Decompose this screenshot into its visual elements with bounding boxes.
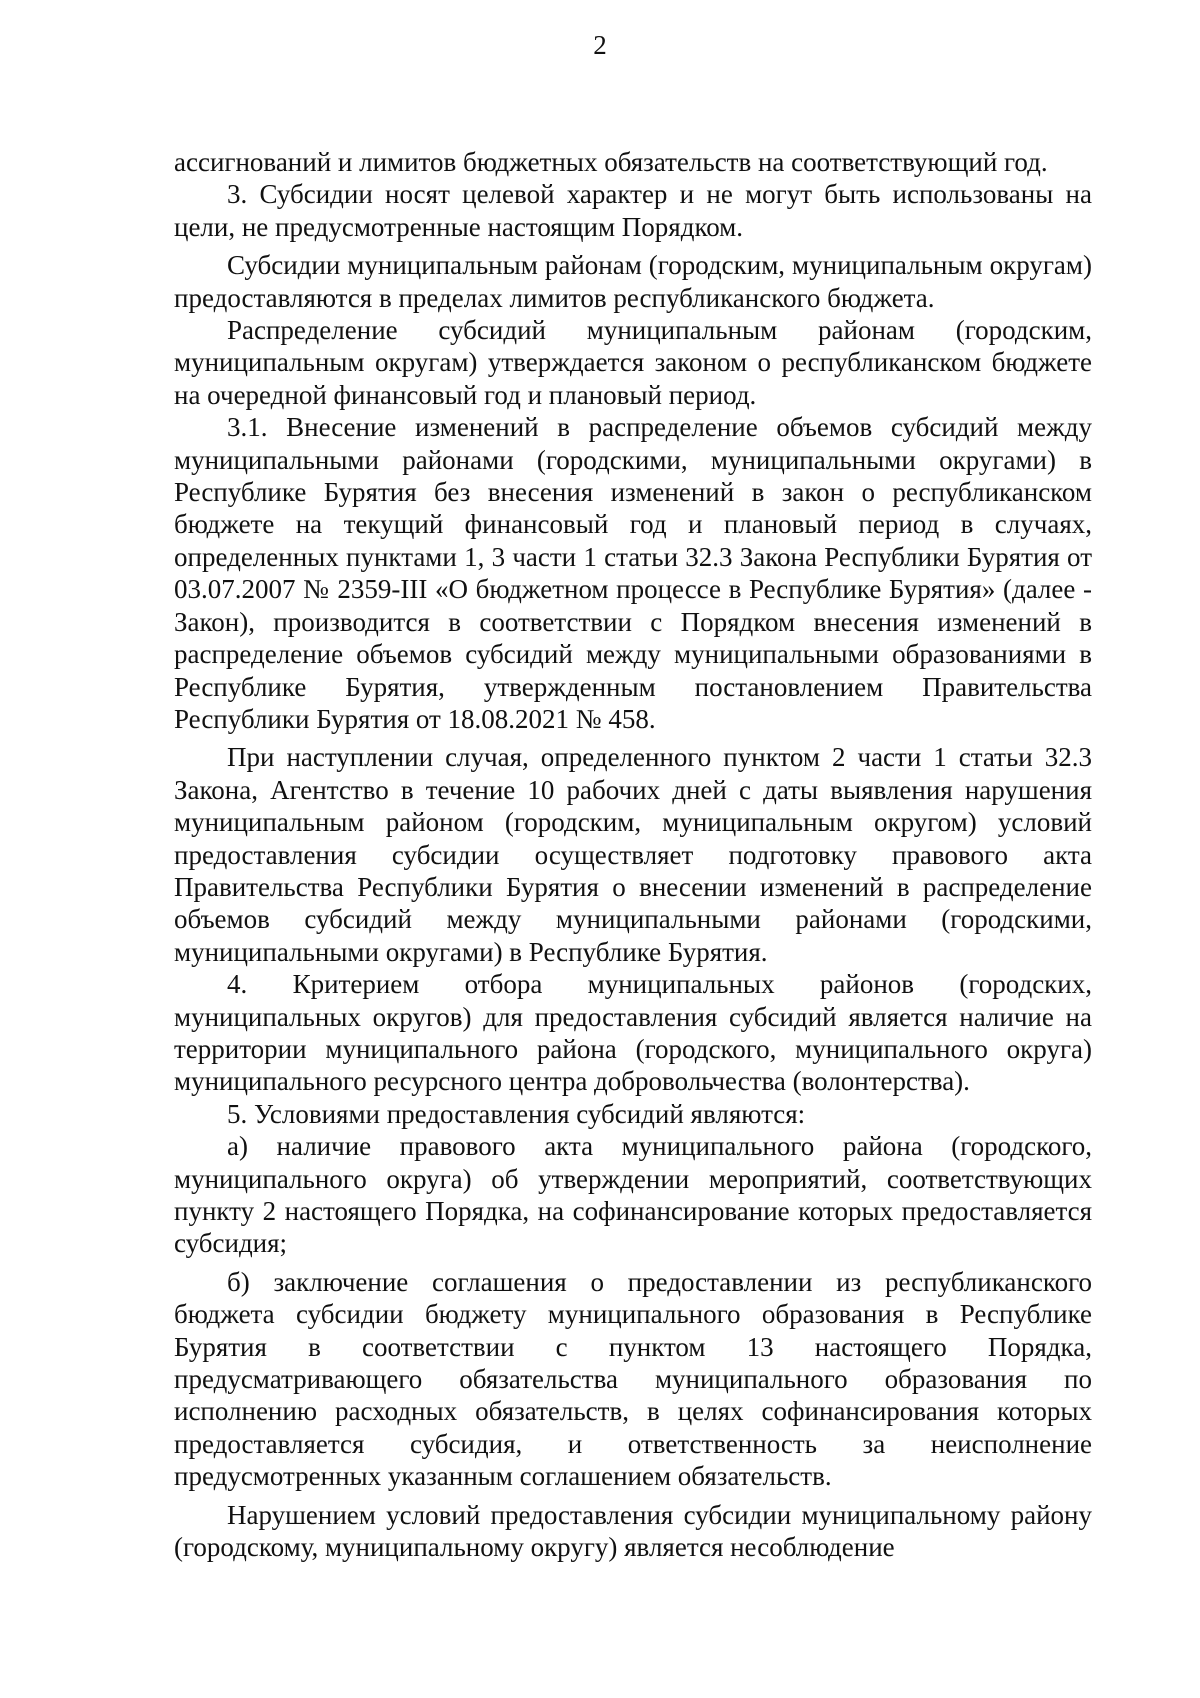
paragraph-subsidy-distribution: Распределение субсидий муниципальным районам (городским, муниципальным округам) утверждается законом о республиканском бюджете на очередной финансовый год и плановый период. [174,315,1092,410]
paragraph-subsidy-limits: Субсидии муниципальным районам (городским, муниципальным округам) предоставляются в пределах лимитов республиканского бюджета. [174,250,1092,313]
paragraph-item-3: 3. Субсидии носят целевой характер и не могут быть использованы на цели, не предусмотренные настоящим Порядком. [174,179,1092,242]
paragraph-continuation: ассигнований и лимитов бюджетных обязательств на соответствующий год. [174,147,1048,177]
paragraph-violation-case: При наступлении случая, определенного пунктом 2 части 1 статьи 32.3 Закона, Агентство в течение 10 рабочих дней с даты выявления нарушения муниципальным районом (городским, муниципальным округом) условий предоставления субсидии осуществляет подготовку правового акта Правительства Республики Бурятия о внесении изменений в распределение объемов субсидий между муниципальными районами (городскими, муниципальными округами) в Республике Бурятия. [174,742,1092,967]
paragraph-item-3-1: 3.1. Внесение изменений в распределение объемов субсидий между муниципальными районами (городскими, муниципальными округами) в Республике Бурятия без внесения изменений в закон о республиканском бюджете на текущий финансовый год и плановый период в случаях, определенных пунктами 1, 3 части 1 статьи 32.3 Закона Республики Бурятия от 03.07.2007 № 2359-III «О бюджетном процессе в Республике Бурятия» (далее - Закон), производится в соответствии с Порядком внесения изменений в распределение объемов субсидий между муниципальными образованиями в Республике Бурятия, утвержденным постановлением Правительства Республики Бурятия от 18.08.2021 № 458. [174,412,1092,734]
paragraph-item-5-b: б) заключение соглашения о предоставлении из республиканского бюджета субсидии бюджету муниципального образования в Республике Бурятия в соответствии с пунктом 13 настоящего Порядка, предусматривающего обязательства муниципального образования по исполнению расходных обязательств, в целях софинансирования которых предоставляется субсидия, и ответственность за неисполнение предусмотренных указанным соглашением обязательств. [174,1266,1092,1492]
paragraph-item-5: 5. Условиями предоставления субсидий являются: [227,1098,806,1129]
paragraph-item-4: 4. Критерием отбора муниципальных районов (городских, муниципальных округов) для предоставления субсидий является наличие на территории муниципального района (городского, муниципального округа) муниципального ресурсного центра добровольчества (волонтерства). [174,969,1092,1097]
paragraph-violation-definition: Нарушением условий предоставления субсидии муниципальному району (городскому, муниципальному округу) является несоблюдение [174,1499,1092,1563]
document-body [174,146,1092,1563]
page-number: 2 [593,30,607,60]
paragraph-item-5-a: а) наличие правового акта муниципального района (городского, муниципального округа) об утверждении мероприятий, соответствующих пункту 2 настоящего Порядка, на софинансирование которых предоставляется субсидия; [174,1131,1092,1259]
